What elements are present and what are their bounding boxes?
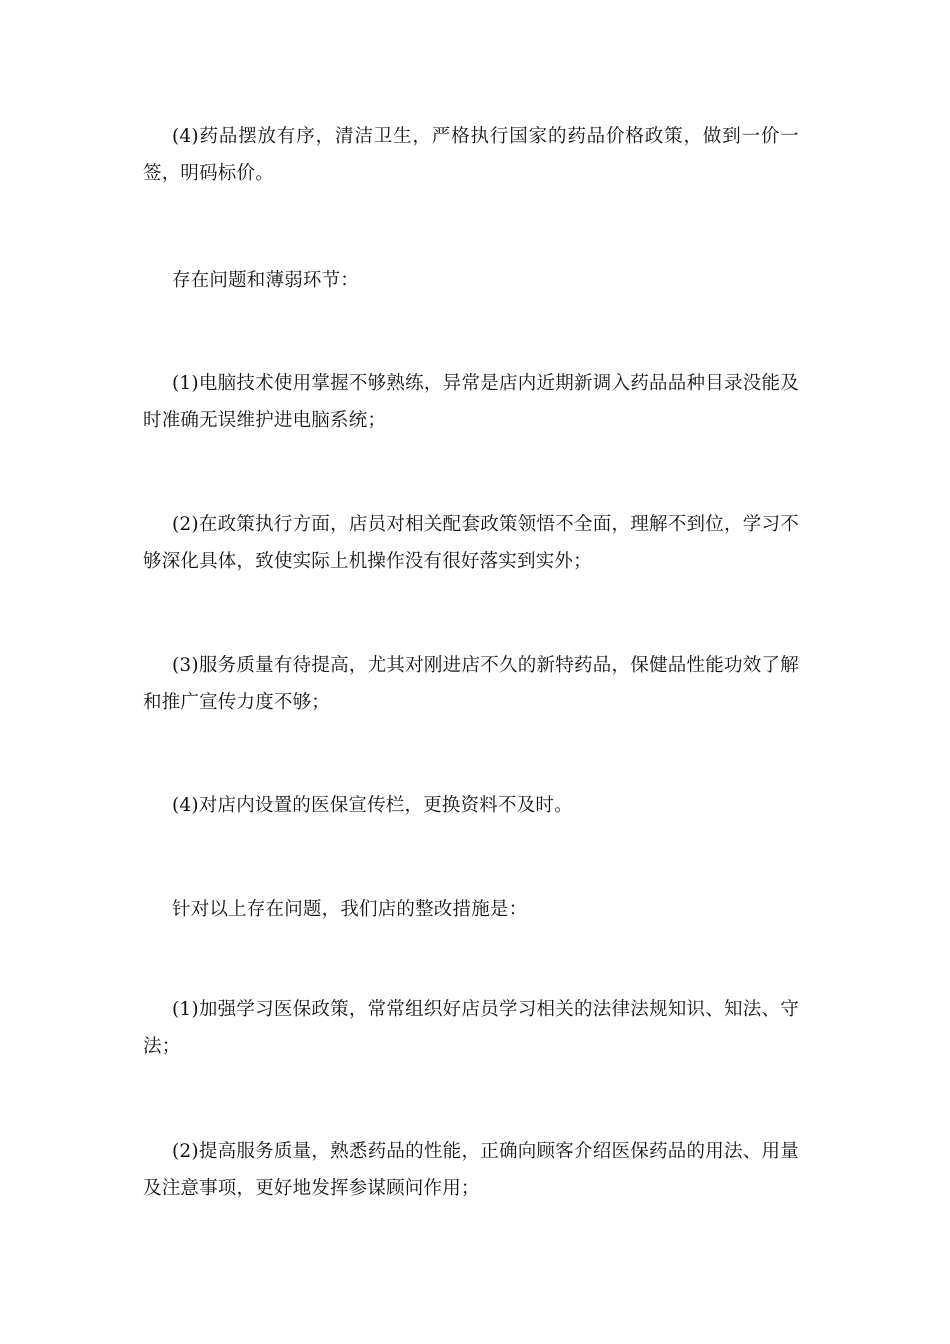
section-heading-measures: 针对以上存在问题，我们店的整改措施是： [172, 899, 528, 920]
paragraph-problem-4: (4)对店内设置的医保宣传栏，更换资料不及时。 [172, 795, 573, 816]
paragraph-measure-2: (2)提高服务质量，熟悉药品的性能，正确向顾客介绍医保药品的用法、用量及注意事项，更好地发挥参谋顾问作用； [143, 1141, 799, 1199]
section-heading-problems: 存在问题和薄弱环节： [172, 270, 360, 291]
paragraph-problem-3: (3)服务质量有待提高，尤其对刚进店不久的新特药品，保健品性能功效了解和推广宣传力度不够； [143, 655, 799, 713]
paragraph-problem-2: (2)在政策执行方面，店员对相关配套政策领悟不全面，理解不到位，学习不够深化具体，致使实际上机操作没有很好落实到实外； [143, 514, 799, 572]
paragraph-problem-1: (1)电脑技术使用掌握不够熟练，异常是店内近期新调入药品品种目录没能及时准确无误维护进电脑系统； [143, 373, 799, 431]
paragraph-measure-1: (1)加强学习医保政策，常常组织好店员学习相关的法律法规知识、知法、守法； [143, 999, 799, 1057]
paragraph-item-4-display: (4)药品摆放有序，清洁卫生，严格执行国家的药品价格政策，做到一价一签，明码标价。 [143, 126, 799, 184]
